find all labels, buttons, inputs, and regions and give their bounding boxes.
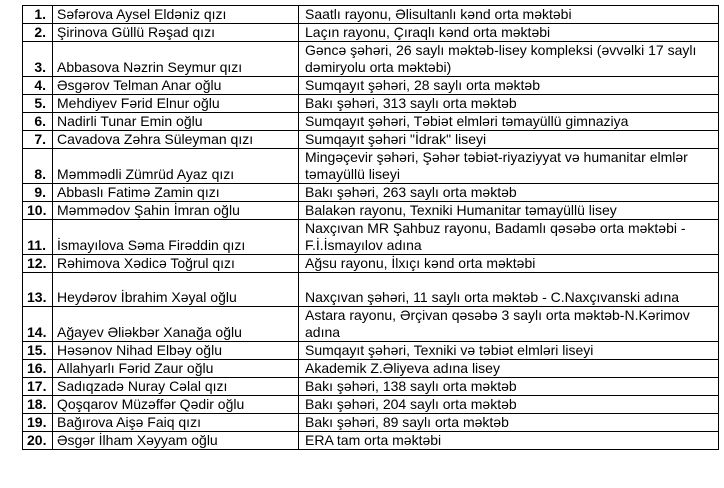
table-row [23,307,719,342]
school-name: Naxçıvan şəhəri, 11 saylı orta məktəb - C.Naxçıvanski adına [299,273,719,307]
row-number: 20. [23,432,53,450]
student-name: Abbasova Nəzrin Seymur qızı [53,42,299,77]
row-number: 14. [23,307,53,342]
table-row [23,6,719,24]
student-name: Cavadova Zəhra Süleyman qızı [53,131,299,149]
student-name: Allahyarlı Fərid Zaur oğlu [53,360,299,378]
school-name: Akademik Z.Əliyeva adına lisey [299,360,719,378]
row-number: 10. [23,202,53,220]
table-row [23,273,719,307]
student-name: Qoşqarov Müzəffər Qədir oğlu [53,396,299,414]
table-row [23,414,719,432]
row-number: 16. [23,360,53,378]
student-name: Heydərov İbrahim Xəyal oğlu [53,273,299,307]
student-name: İsmayılova Səma Firəddin qızı [53,220,299,255]
school-name: Sumqayıt şəhəri, Texniki və təbiət elmləri liseyi [299,342,719,360]
student-name: Məmmədov Şahin İmran oğlu [53,202,299,220]
row-number: 1. [23,6,53,24]
row-number: 18. [23,396,53,414]
row-number: 3. [23,42,53,77]
student-table [22,5,719,450]
school-name: Bakı şəhəri, 263 saylı orta məktəb [299,184,719,202]
table-row [23,149,719,184]
school-name: Ağsu rayonu, İlxıçı kənd orta məktəbi [299,255,719,273]
row-number: 7. [23,131,53,149]
school-name: Balakən rayonu, Texniki Humanitar təmayüllü lisey [299,202,719,220]
row-number: 9. [23,184,53,202]
table-row [23,131,719,149]
school-name: Laçın rayonu, Çıraqlı kənd orta məktəbi [299,24,719,42]
table-row [23,184,719,202]
school-name: Sumqayıt şəhəri, 28 saylı orta məktəb [299,77,719,95]
student-name: Həsənov Nihad Elbəy oğlu [53,342,299,360]
row-number: 19. [23,414,53,432]
row-number: 11. [23,220,53,255]
school-name: Astara rayonu, Ərçivan qəsəbə 3 saylı orta məktəb-N.Kərimov adına [299,307,719,342]
row-number: 2. [23,24,53,42]
table-row [23,432,719,450]
row-number: 13. [23,273,53,307]
student-name: Rəhimova Xədicə Toğrul qızı [53,255,299,273]
row-number: 8. [23,149,53,184]
student-name: Əsgər İlham Xəyyam oğlu [53,432,299,450]
table-row [23,202,719,220]
student-name: Məmmədli Zümrüd Ayaz qızı [53,149,299,184]
table-row [23,77,719,95]
school-name: Gəncə şəhəri, 26 saylı məktəb-lisey kompleksi (əvvəlki 17 saylı dəmiryolu orta məktəbi) [299,42,719,77]
row-number: 4. [23,77,53,95]
student-name: Ağayev Əliəkbər Xanağa oğlu [53,307,299,342]
school-name: Bakı şəhəri, 89 saylı orta məktəb [299,414,719,432]
student-name: Abbaslı Fatimə Zamin qızı [53,184,299,202]
student-name: Əsgərov Telman Anar oğlu [53,77,299,95]
table-row [23,378,719,396]
student-name: Şirinova Güllü Rəşad qızı [53,24,299,42]
student-list [22,5,719,450]
table-row [23,42,719,77]
table-row [23,255,719,273]
table-row [23,342,719,360]
row-number: 15. [23,342,53,360]
student-name: Mehdiyev Fərid Elnur oğlu [53,95,299,113]
school-name: Sumqayıt şəhəri "İdrak" liseyi [299,131,719,149]
school-name: Bakı şəhəri, 138 saylı orta məktəb [299,378,719,396]
table-row [23,360,719,378]
row-number: 12. [23,255,53,273]
school-name: ERA tam orta məktəbi [299,432,719,450]
school-name: Saatlı rayonu, Əlisultanlı kənd orta məktəbi [299,6,719,24]
school-name: Naxçıvan MR Şahbuz rayonu, Badamlı qəsəbə orta məktəbi - F.İ.İsmayılov adına [299,220,719,255]
table-row [23,396,719,414]
table-row [23,113,719,131]
table-row [23,95,719,113]
row-number: 6. [23,113,53,131]
school-name: Mingəçevir şəhəri, Şəhər təbiət-riyaziyyat və humanitar elmlər təmayüllü liseyi [299,149,719,184]
school-name: Bakı şəhəri, 313 saylı orta məktəb [299,95,719,113]
student-name: Nadirli Tunar Emin oğlu [53,113,299,131]
row-number: 17. [23,378,53,396]
student-name: Sadıqzadə Nuray Cəlal qızı [53,378,299,396]
student-name: Səfərova Aysel Eldəniz qızı [53,6,299,24]
table-row [23,24,719,42]
school-name: Bakı şəhəri, 204 saylı orta məktəb [299,396,719,414]
row-number: 5. [23,95,53,113]
student-name: Bağırova Aişə Faiq qızı [53,414,299,432]
school-name: Sumqayıt şəhəri, Təbiət elmləri təmayüllü gimnaziya [299,113,719,131]
table-row [23,220,719,255]
